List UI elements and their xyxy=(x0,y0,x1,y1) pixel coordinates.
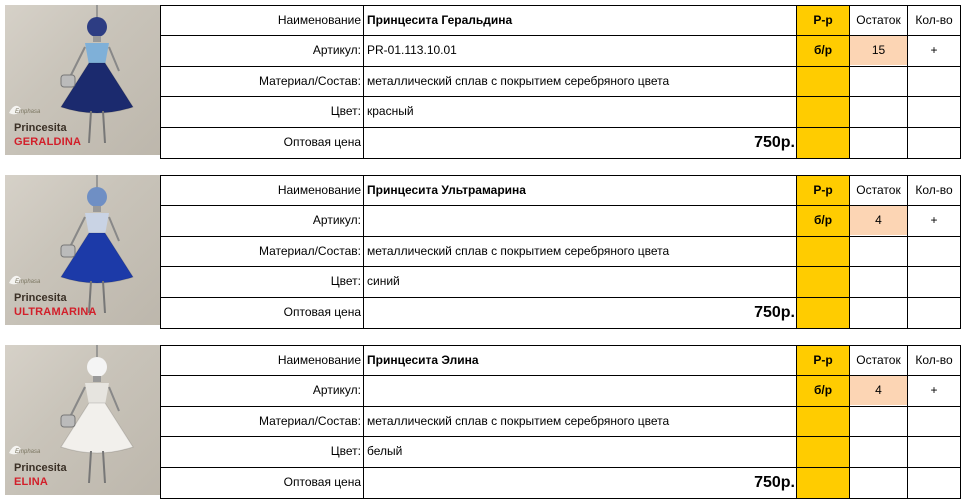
label-name: Наименование xyxy=(277,183,361,197)
stock-value: 4 xyxy=(875,383,882,397)
header-qty: Кол-во xyxy=(915,183,953,197)
photo-caption-line1: Princesita xyxy=(14,292,67,304)
product-material: металлический сплав с покрытием серебряного цвета xyxy=(367,244,670,258)
product-photo xyxy=(5,5,160,155)
qty-add-cell[interactable]: + xyxy=(930,383,938,397)
label-name: Наименование xyxy=(277,13,361,27)
stock-value: 4 xyxy=(875,213,882,227)
label-color: Цвет: xyxy=(330,444,361,458)
product-card xyxy=(0,170,966,330)
label-article: Артикул: xyxy=(312,43,361,57)
label-price: Оптовая цена xyxy=(283,135,361,149)
label-material: Материал/Состав: xyxy=(258,74,361,88)
product-article: PR-01.113.10.01 xyxy=(367,43,457,57)
photo-caption-line2: GERALDINA xyxy=(14,136,82,148)
label-price: Оптовая цена xyxy=(283,305,361,319)
brand-logo-text: Emphasa xyxy=(15,279,41,285)
product-color: синий xyxy=(367,274,400,288)
stock-value: 15 xyxy=(871,43,886,57)
product-photo xyxy=(5,345,160,495)
size-value: б/р xyxy=(813,383,833,397)
header-stock: Остаток xyxy=(856,353,901,367)
product-photo xyxy=(5,175,160,325)
qty-add-cell[interactable]: + xyxy=(930,213,938,227)
product-table xyxy=(160,5,966,158)
header-size: Р-р xyxy=(813,13,833,27)
label-price: Оптовая цена xyxy=(283,475,361,489)
label-color: Цвет: xyxy=(330,104,361,118)
photo-caption-line2: ELINA xyxy=(14,476,48,488)
product-name: Принцесита Элина xyxy=(367,353,479,367)
brand-logo-text: Emphasa xyxy=(15,109,41,115)
product-color: белый xyxy=(367,444,403,458)
header-size: Р-р xyxy=(813,183,833,197)
header-size: Р-р xyxy=(813,353,833,367)
photo-caption-line2: ULTRAMARINA xyxy=(14,306,97,318)
label-name: Наименование xyxy=(277,353,361,367)
product-price: 750р. xyxy=(754,474,795,491)
size-value: б/р xyxy=(813,43,833,57)
header-qty: Кол-во xyxy=(915,353,953,367)
label-article: Артикул: xyxy=(312,383,361,397)
product-card xyxy=(0,0,966,160)
product-price: 750р. xyxy=(754,134,795,151)
header-stock: Остаток xyxy=(856,183,901,197)
photo-caption-line1: Princesita xyxy=(14,122,67,134)
product-table xyxy=(160,345,966,498)
product-material: металлический сплав с покрытием серебряного цвета xyxy=(367,414,670,428)
header-qty: Кол-во xyxy=(915,13,953,27)
label-article: Артикул: xyxy=(312,213,361,227)
product-material: металлический сплав с покрытием серебряного цвета xyxy=(367,74,670,88)
qty-add-cell[interactable]: + xyxy=(930,43,938,57)
label-material: Материал/Состав: xyxy=(258,244,361,258)
label-material: Материал/Состав: xyxy=(258,414,361,428)
product-name: Принцесита Ультрамарина xyxy=(367,183,526,197)
label-color: Цвет: xyxy=(330,274,361,288)
header-stock: Остаток xyxy=(856,13,901,27)
product-name: Принцесита Геральдина xyxy=(367,13,513,27)
product-price: 750р. xyxy=(754,304,795,321)
size-value: б/р xyxy=(813,213,833,227)
product-card xyxy=(0,340,966,500)
brand-logo-text: Emphasa xyxy=(15,449,41,455)
photo-caption-line1: Princesita xyxy=(14,462,67,474)
product-color: красный xyxy=(367,104,414,118)
product-table xyxy=(160,175,966,328)
